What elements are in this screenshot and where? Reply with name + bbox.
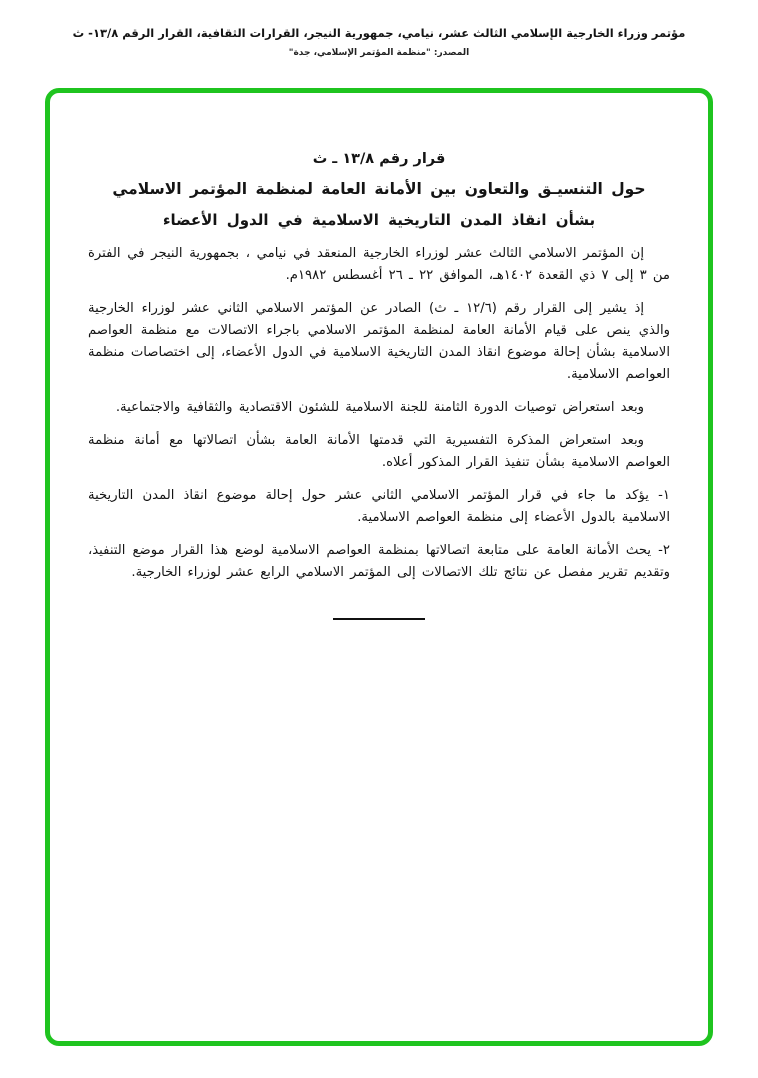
decision-subject-title: حول التنسيـق والتعاون بين الأمانة العامة لمنظمة المؤتمر الاسلامي <box>112 180 646 198</box>
end-divider <box>333 618 425 620</box>
body-block <box>88 243 670 620</box>
source-line: المصدر: "منظمة المؤتمر الإسلامي، جدة" <box>288 48 470 58</box>
conference-header-line: مؤتمر وزراء الخارجية الإسلامي الثالث عشر، نيامي، جمهورية النيجر، القرارات الثقافية، القرار الرقم ١٣/٨- ث <box>72 26 686 40</box>
page-header <box>0 0 758 58</box>
decision-number-title: قرار رقم ١٣/٨ ـ ث <box>312 151 446 167</box>
resolution-item-1: ١- يؤكد ما جاء في قرار المؤتمر الاسلامي الثاني عشر حول إحالة موضوع انقاذ المدن التاريخية الاسلامية بالدول الأعضاء إلى منظمة العواصم الاسلامية. <box>88 488 670 525</box>
memorandum-review-paragraph: وبعد استعراض المذكرة التفسيرية التي قدمتها الأمانة العامة بشأن اتصالاتها مع أمانة منظمة العواصم الاسلامية بشأن تنفيذ القرار المذكور أعلاه. <box>88 433 670 470</box>
document-content <box>50 93 708 620</box>
decision-scope-title: بشأن انقاذ المدن التاريخية الاسلامية في الدول الأعضاء <box>162 211 596 229</box>
committee-review-paragraph: وبعد استعراض توصيات الدورة الثامنة للجنة الاسلامية للشئون الاقتصادية والثقافية والاجتماعية. <box>115 400 644 415</box>
preamble-paragraph: إن المؤتمر الاسلامي الثالث عشر لوزراء الخارجية المنعقد في نيامي ، بجمهورية النيجر في الفترة من ٣ إلى ٧ ذي القعدة ١٤٠٢هـ، الموافق ٢٢ ـ ٢٦ أغسطس ١٩٨٢م. <box>88 246 670 283</box>
title-block <box>88 151 670 229</box>
reference-paragraph: إذ يشير إلى القرار رقم (١٢/٦ ـ ث) الصادر عن المؤتمر الاسلامي الثاني عشر لوزراء الخارجية والذي ينص على قيام الأمانة العامة لمنظمة المؤتمر الاسلامي باجراء الاتصالات مع منظمة العواصم الاسلامية بشأن إحالة موضوع انقاذ المدن التاريخية الاسلامية في الدول الأعضاء، إلى اختصاصات منظمة العواصم الاسلامية. <box>88 301 670 382</box>
resolution-item-2: ٢- يحث الأمانة العامة على متابعة اتصالاتها بمنظمة العواصم الاسلامية لوضع هذا القرار موضع التنفيذ، وتقديم تقرير مفصل عن نتائج تلك الاتصالات إلى المؤتمر الاسلامي الرابع عشر لوزراء الخارجية. <box>88 543 670 580</box>
green-document-frame <box>45 88 713 1046</box>
